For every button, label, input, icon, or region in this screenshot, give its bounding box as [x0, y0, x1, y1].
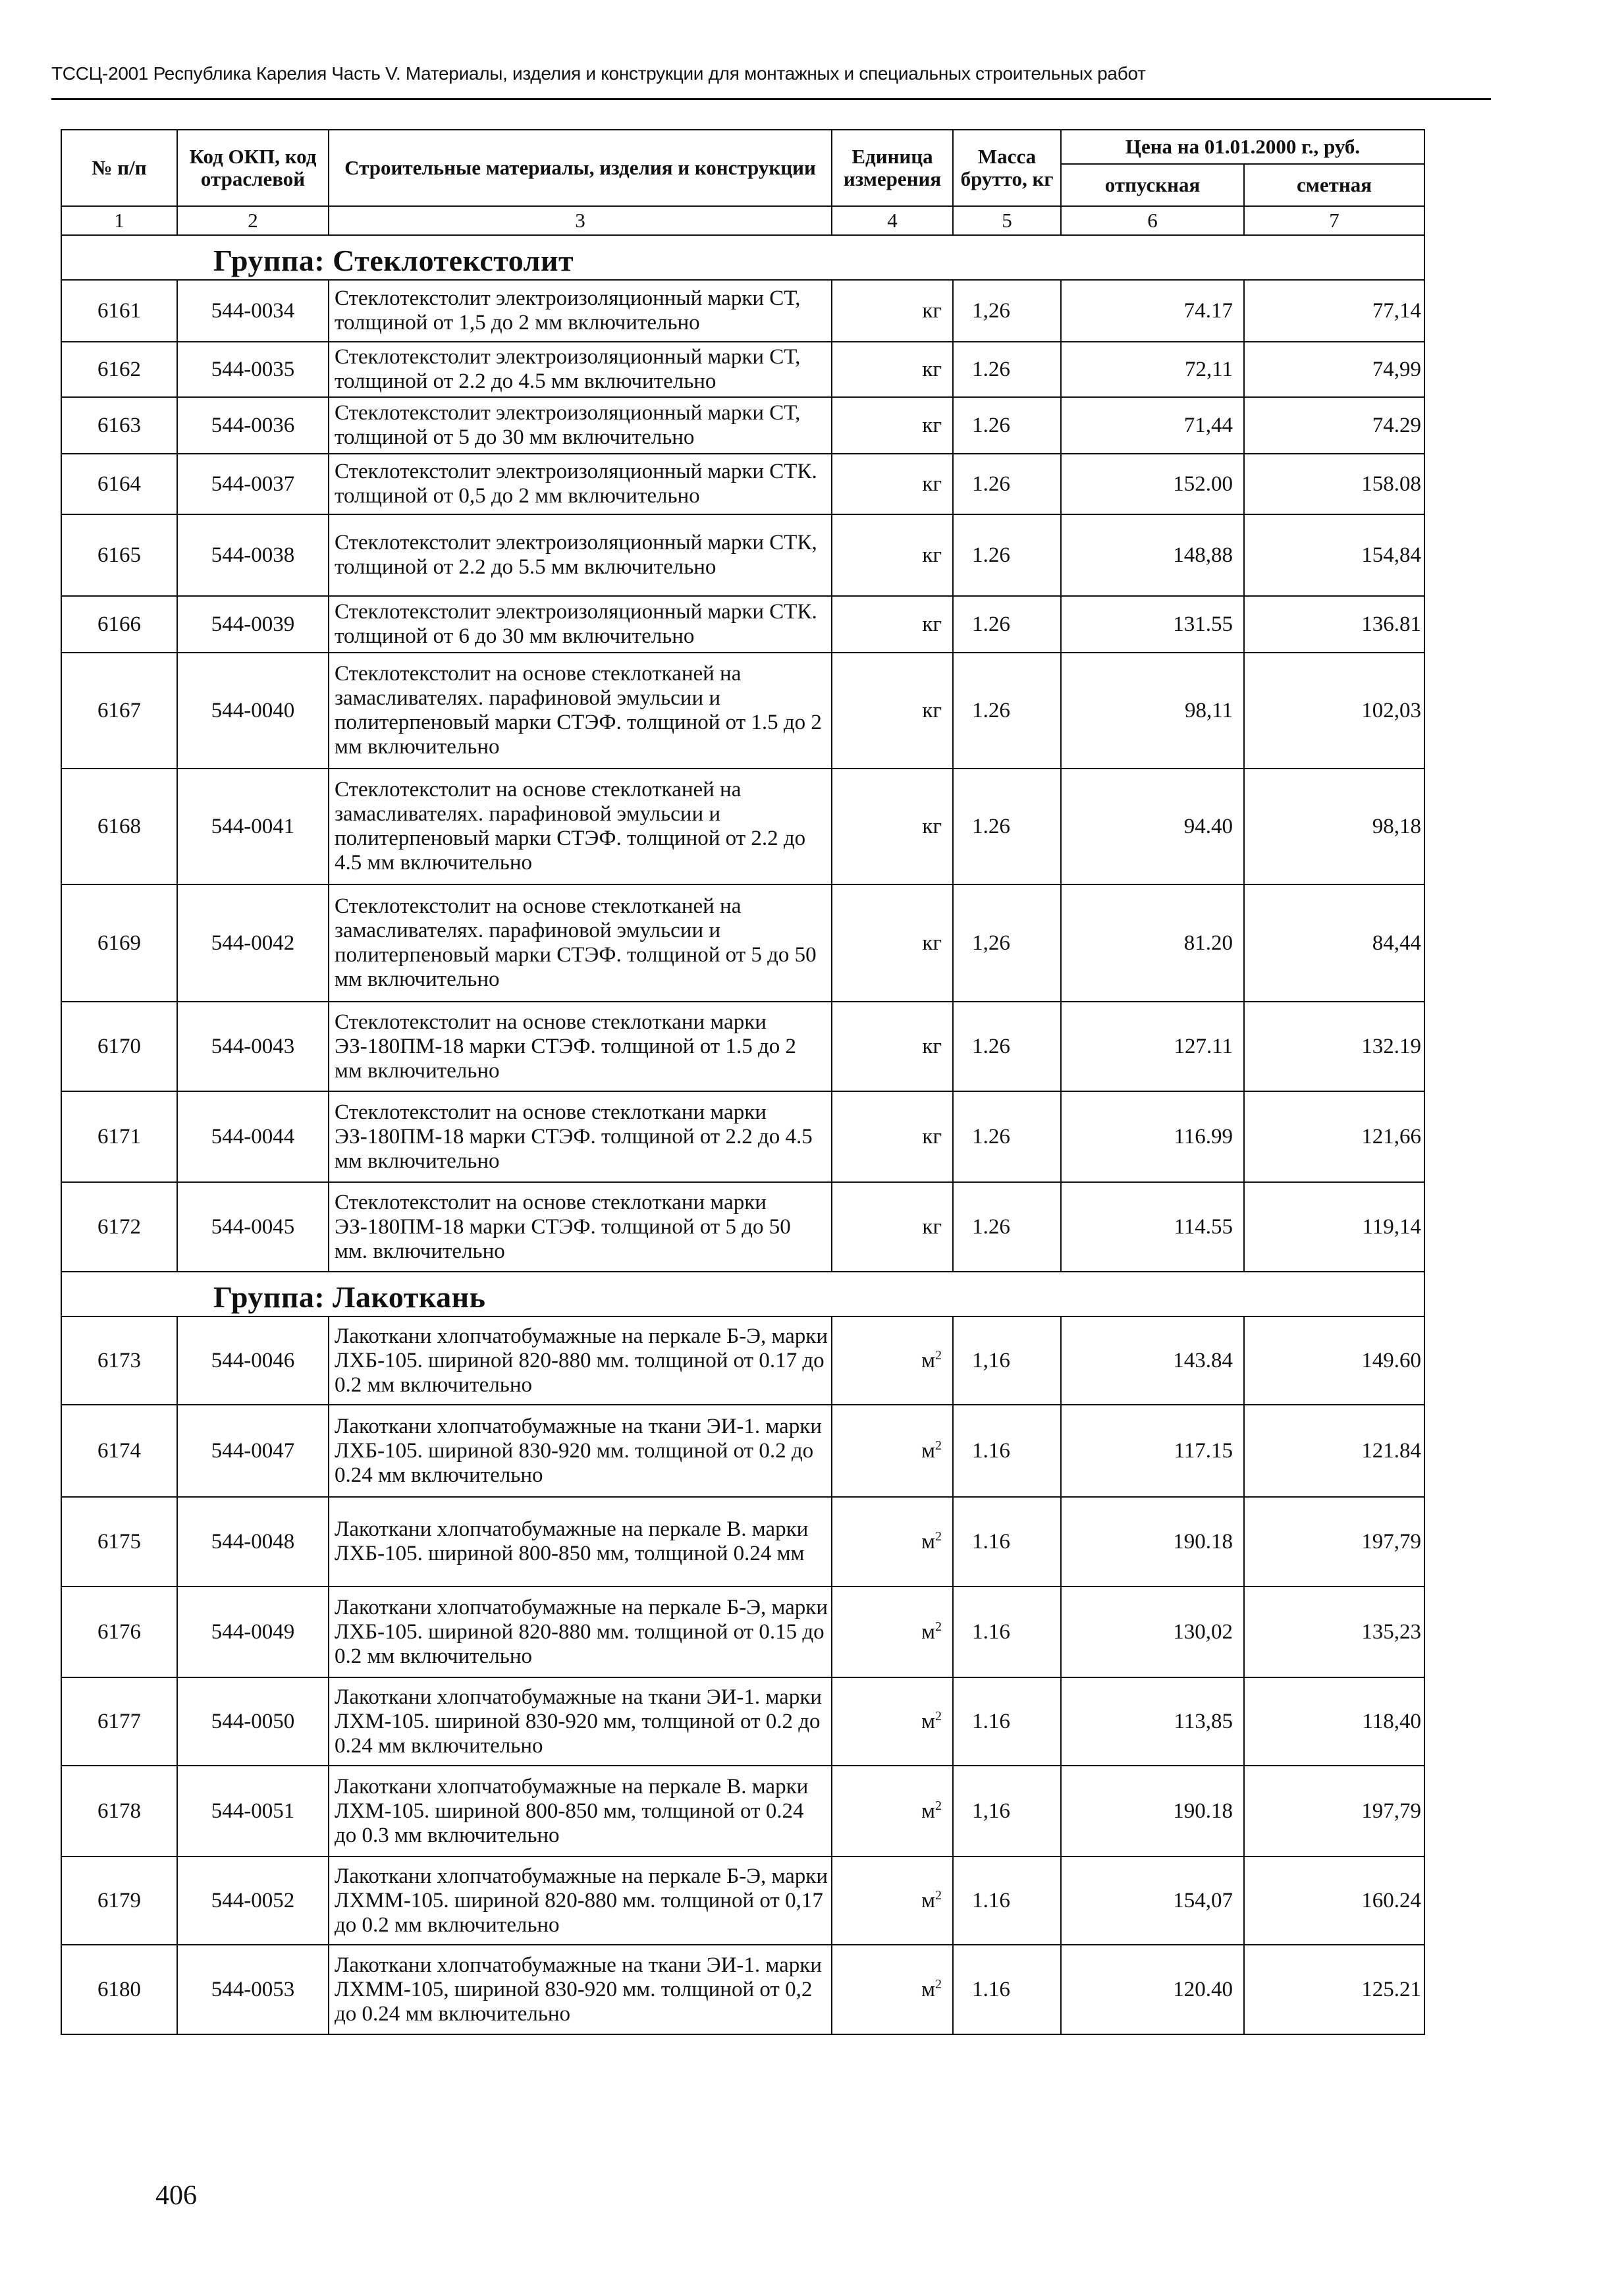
okp-code: 544-0044 [177, 1091, 329, 1182]
unit-text: м [921, 1619, 935, 1644]
okp-code: 544-0051 [177, 1766, 329, 1857]
unit-of-measure [832, 596, 953, 653]
header-rule [51, 98, 1491, 100]
estimate-price: 102,03 [1244, 653, 1424, 769]
release-price: 113,85 [1061, 1677, 1244, 1766]
okp-code: 544-0049 [177, 1586, 329, 1677]
unit-superscript: 2 [935, 1976, 942, 1992]
row-number: 6174 [61, 1405, 177, 1497]
table-row [61, 1002, 1424, 1091]
unit-of-measure [832, 1316, 953, 1405]
unit-of-measure [832, 1405, 953, 1497]
table-row [61, 454, 1424, 514]
table-row [61, 1497, 1424, 1586]
okp-code: 544-0046 [177, 1316, 329, 1405]
unit-text: кг [922, 298, 942, 323]
unit-of-measure [832, 454, 953, 514]
table-row [61, 1182, 1424, 1272]
page-number: 406 [155, 2181, 197, 2211]
unit-of-measure [832, 1091, 953, 1182]
estimate-price: 197,79 [1244, 1497, 1424, 1586]
gross-mass: 1,26 [953, 280, 1061, 342]
gross-mass: 1.26 [953, 1002, 1061, 1091]
unit-superscript: 2 [935, 1347, 942, 1363]
column-header-name: Строительные материалы, изделия и конструкции [329, 130, 832, 206]
okp-code: 544-0050 [177, 1677, 329, 1766]
table-row [61, 596, 1424, 653]
okp-code: 544-0036 [177, 397, 329, 454]
unit-of-measure [832, 884, 953, 1002]
material-description: Лакоткани хлопчатобумажные на перкале Б-Э, марки ЛХБ-105. шириной 820-880 мм. толщиной от 0.15 до 0.2 мм включительно [329, 1586, 832, 1677]
row-number: 6168 [61, 769, 177, 884]
okp-code: 544-0052 [177, 1857, 329, 1945]
unit-text: кг [922, 543, 942, 567]
okp-code: 544-0047 [177, 1405, 329, 1497]
unit-of-measure [832, 280, 953, 342]
release-price: 74.17 [1061, 280, 1244, 342]
table-row [61, 1586, 1424, 1677]
column-number: 5 [953, 206, 1061, 235]
estimate-price: 98,18 [1244, 769, 1424, 884]
material-description: Лакоткани хлопчатобумажные на ткани ЭИ-1. марки ЛХММ-105, шириной 830-920 мм. толщиной от 0,2 до 0.24 мм включительно [329, 1945, 832, 2034]
row-number: 6172 [61, 1182, 177, 1272]
table-row [61, 1945, 1424, 2034]
gross-mass: 1.16 [953, 1857, 1061, 1945]
gross-mass: 1,16 [953, 1316, 1061, 1405]
unit-text: м [921, 1977, 935, 2001]
estimate-price: 74.29 [1244, 397, 1424, 454]
okp-code: 544-0034 [177, 280, 329, 342]
okp-code: 544-0039 [177, 596, 329, 653]
column-header-unit: Единица измерения [832, 130, 953, 206]
table-row [61, 653, 1424, 769]
unit-text: м [921, 1348, 935, 1372]
unit-superscript: 2 [935, 1798, 942, 1813]
gross-mass: 1.26 [953, 1182, 1061, 1272]
gross-mass: 1.16 [953, 1945, 1061, 2034]
estimate-price: 160.24 [1244, 1857, 1424, 1945]
row-number: 6177 [61, 1677, 177, 1766]
estimate-price: 118,40 [1244, 1677, 1424, 1766]
gross-mass: 1.16 [953, 1497, 1061, 1586]
material-description: Стеклотекстолит на основе стеклоткани марки ЭЗ-180ПМ-18 марки СТЭФ. толщиной от 1.5 до 2 мм включительно [329, 1002, 832, 1091]
row-number: 6165 [61, 514, 177, 596]
table-row [61, 514, 1424, 596]
group-title: Группа: Стеклотекстолит [61, 235, 1424, 280]
row-number: 6171 [61, 1091, 177, 1182]
row-number: 6166 [61, 596, 177, 653]
release-price: 72,11 [1061, 342, 1244, 397]
unit-text: кг [922, 698, 942, 722]
material-description: Стеклотекстолит электроизоляционный марки СТК. толщиной от 0,5 до 2 мм включительно [329, 454, 832, 514]
row-number: 6169 [61, 884, 177, 1002]
unit-text: кг [922, 814, 942, 838]
release-price: 117.15 [1061, 1405, 1244, 1497]
unit-of-measure [832, 397, 953, 454]
okp-code: 544-0035 [177, 342, 329, 397]
material-description: Стеклотекстолит электроизоляционный марки СТ, толщиной от 2.2 до 4.5 мм включительно [329, 342, 832, 397]
table-row [61, 884, 1424, 1002]
unit-of-measure [832, 342, 953, 397]
unit-of-measure [832, 1497, 953, 1586]
unit-text: кг [922, 1214, 942, 1239]
gross-mass: 1.26 [953, 454, 1061, 514]
column-number: 3 [329, 206, 832, 235]
unit-text: м [921, 1709, 935, 1733]
unit-of-measure [832, 1766, 953, 1857]
material-description: Лакоткани хлопчатобумажные на перкале В. марки ЛХБ-105. шириной 800-850 мм, толщиной 0.24 мм [329, 1497, 832, 1586]
estimate-price: 158.08 [1244, 454, 1424, 514]
unit-text: кг [922, 1124, 942, 1149]
row-number: 6175 [61, 1497, 177, 1586]
unit-text: кг [922, 357, 942, 381]
material-description: Стеклотекстолит на основе стеклоткани марки ЭЗ-180ПМ-18 марки СТЭФ. толщиной от 5 до 50 мм. включительно [329, 1182, 832, 1272]
gross-mass: 1.26 [953, 596, 1061, 653]
release-price: 71,44 [1061, 397, 1244, 454]
table-row [61, 1857, 1424, 1945]
estimate-price: 135,23 [1244, 1586, 1424, 1677]
unit-of-measure [832, 514, 953, 596]
row-number: 6179 [61, 1857, 177, 1945]
unit-text: кг [922, 612, 942, 636]
estimate-price: 132.19 [1244, 1002, 1424, 1091]
gross-mass: 1.26 [953, 514, 1061, 596]
gross-mass: 1.26 [953, 769, 1061, 884]
gross-mass: 1.16 [953, 1405, 1061, 1497]
unit-text: м [921, 1529, 935, 1554]
unit-text: кг [922, 1034, 942, 1058]
unit-of-measure [832, 653, 953, 769]
material-description: Стеклотекстолит электроизоляционный марки СТ, толщиной от 1,5 до 2 мм включительно [329, 280, 832, 342]
estimate-price: 74,99 [1244, 342, 1424, 397]
group-row [61, 1272, 1424, 1316]
material-description: Стеклотекстолит электроизоляционный марки СТК. толщиной от 6 до 30 мм включительно [329, 596, 832, 653]
okp-code: 544-0038 [177, 514, 329, 596]
running-header-title: ТССЦ-2001 Республика Карелия Часть V. Материалы, изделия и конструкции для монтажных и специальных строительных работ [51, 63, 1146, 84]
gross-mass: 1,16 [953, 1766, 1061, 1857]
unit-of-measure [832, 1182, 953, 1272]
row-number: 6163 [61, 397, 177, 454]
table-row [61, 1316, 1424, 1405]
estimate-price: 149.60 [1244, 1316, 1424, 1405]
table-row [61, 342, 1424, 397]
release-price: 114.55 [1061, 1182, 1244, 1272]
row-number: 6161 [61, 280, 177, 342]
estimate-price: 121.84 [1244, 1405, 1424, 1497]
unit-text: м [921, 1888, 935, 1912]
unit-text: кг [922, 931, 942, 955]
material-description: Стеклотекстолит на основе стеклотканей на замасливателях. парафиновой эмульсии и политерпеновый марки СТЭФ. толщиной от 5 до 50 мм включительно [329, 884, 832, 1002]
materials-price-table [61, 129, 1425, 2035]
column-header-price-group: Цена на 01.01.2000 г., руб. [1061, 130, 1424, 164]
release-price: 130,02 [1061, 1586, 1244, 1677]
table-row [61, 1766, 1424, 1857]
release-price: 154,07 [1061, 1857, 1244, 1945]
unit-of-measure [832, 769, 953, 884]
group-title: Группа: Лакоткань [61, 1272, 1424, 1316]
column-number: 6 [1061, 206, 1244, 235]
unit-of-measure [832, 1945, 953, 2034]
estimate-price: 136.81 [1244, 596, 1424, 653]
unit-of-measure [832, 1677, 953, 1766]
gross-mass: 1.16 [953, 1677, 1061, 1766]
gross-mass: 1,26 [953, 884, 1061, 1002]
table-row [61, 280, 1424, 342]
column-header-mass: Масса брутто, кг [953, 130, 1061, 206]
unit-superscript: 2 [935, 1438, 942, 1453]
table-body [61, 235, 1424, 2034]
row-number: 6180 [61, 1945, 177, 2034]
release-price: 98,11 [1061, 653, 1244, 769]
column-number: 2 [177, 206, 329, 235]
gross-mass: 1.16 [953, 1586, 1061, 1677]
release-price: 131.55 [1061, 596, 1244, 653]
table-row [61, 397, 1424, 454]
unit-superscript: 2 [935, 1708, 942, 1723]
estimate-price: 77,14 [1244, 280, 1424, 342]
column-number: 4 [832, 206, 953, 235]
okp-code: 544-0040 [177, 653, 329, 769]
material-description: Стеклотекстолит на основе стеклотканей на замасливателях. парафиновой эмульсии и политерпеновый марки СТЭФ. толщиной от 2.2 до 4.5 мм включительно [329, 769, 832, 884]
row-number: 6176 [61, 1586, 177, 1677]
okp-code: 544-0053 [177, 1945, 329, 2034]
unit-text: кг [922, 472, 942, 496]
material-description: Стеклотекстолит на основе стеклоткани марки ЭЗ-180ПМ-18 марки СТЭФ. толщиной от 2.2 до 4.5 мм включительно [329, 1091, 832, 1182]
estimate-price: 121,66 [1244, 1091, 1424, 1182]
unit-text: кг [922, 413, 942, 437]
table-row [61, 769, 1424, 884]
okp-code: 544-0041 [177, 769, 329, 884]
okp-code: 544-0037 [177, 454, 329, 514]
row-number: 6167 [61, 653, 177, 769]
okp-code: 544-0048 [177, 1497, 329, 1586]
column-header-price-release: отпускная [1061, 164, 1244, 206]
table-row [61, 1405, 1424, 1497]
unit-superscript: 2 [935, 1619, 942, 1634]
estimate-price: 154,84 [1244, 514, 1424, 596]
unit-of-measure [832, 1002, 953, 1091]
row-number: 6178 [61, 1766, 177, 1857]
row-number: 6164 [61, 454, 177, 514]
row-number: 6170 [61, 1002, 177, 1091]
material-description: Лакоткани хлопчатобумажные на перкале Б-Э, марки ЛХММ-105. шириной 820-880 мм. толщиной от 0,17 до 0.2 мм включительно [329, 1857, 832, 1945]
unit-superscript: 2 [935, 1529, 942, 1544]
column-number: 1 [61, 206, 177, 235]
table-row [61, 1677, 1424, 1766]
row-number: 6173 [61, 1316, 177, 1405]
group-row [61, 235, 1424, 280]
estimate-price: 119,14 [1244, 1182, 1424, 1272]
table-row [61, 1091, 1424, 1182]
material-description: Стеклотекстолит электроизоляционный марки СТК, толщиной от 2.2 до 5.5 мм включительно [329, 514, 832, 596]
release-price: 116.99 [1061, 1091, 1244, 1182]
material-description: Лакоткани хлопчатобумажные на перкале В. марки ЛХМ-105. шириной 800-850 мм, толщиной от 0.24 до 0.3 мм включительно [329, 1766, 832, 1857]
release-price: 190.18 [1061, 1766, 1244, 1857]
material-description: Лакоткани хлопчатобумажные на перкале Б-Э, марки ЛХБ-105. шириной 820-880 мм. толщиной от 0.17 до 0.2 мм включительно [329, 1316, 832, 1405]
unit-superscript: 2 [935, 1887, 942, 1903]
estimate-price: 125.21 [1244, 1945, 1424, 2034]
release-price: 94.40 [1061, 769, 1244, 884]
column-header-price-estimate: сметная [1244, 164, 1424, 206]
release-price: 152.00 [1061, 454, 1244, 514]
release-price: 148,88 [1061, 514, 1244, 596]
release-price: 190.18 [1061, 1497, 1244, 1586]
gross-mass: 1.26 [953, 342, 1061, 397]
row-number: 6162 [61, 342, 177, 397]
gross-mass: 1.26 [953, 1091, 1061, 1182]
material-description: Лакоткани хлопчатобумажные на ткани ЭИ-1. марки ЛХМ-105. шириной 830-920 мм, толщиной от 0.2 до 0.24 мм включительно [329, 1677, 832, 1766]
column-number: 7 [1244, 206, 1424, 235]
gross-mass: 1.26 [953, 397, 1061, 454]
gross-mass: 1.26 [953, 653, 1061, 769]
column-header-code: Код ОКП, код отраслевой [177, 130, 329, 206]
unit-of-measure [832, 1586, 953, 1677]
unit-text: м [921, 1438, 935, 1463]
estimate-price: 197,79 [1244, 1766, 1424, 1857]
material-description: Стеклотекстолит электроизоляционный марки СТ, толщиной от 5 до 30 мм включительно [329, 397, 832, 454]
material-description: Стеклотекстолит на основе стеклотканей на замасливателях. парафиновой эмульсии и политерпеновый марки СТЭФ. толщиной от 1.5 до 2 мм включительно [329, 653, 832, 769]
unit-text: м [921, 1799, 935, 1823]
estimate-price: 84,44 [1244, 884, 1424, 1002]
column-header-num: № п/п [61, 130, 177, 206]
release-price: 127.11 [1061, 1002, 1244, 1091]
okp-code: 544-0042 [177, 884, 329, 1002]
okp-code: 544-0045 [177, 1182, 329, 1272]
release-price: 120.40 [1061, 1945, 1244, 2034]
unit-of-measure [832, 1857, 953, 1945]
release-price: 143.84 [1061, 1316, 1244, 1405]
okp-code: 544-0043 [177, 1002, 329, 1091]
material-description: Лакоткани хлопчатобумажные на ткани ЭИ-1. марки ЛХБ-105. шириной 830-920 мм. толщиной от 0.2 до 0.24 мм включительно [329, 1405, 832, 1497]
release-price: 81.20 [1061, 884, 1244, 1002]
